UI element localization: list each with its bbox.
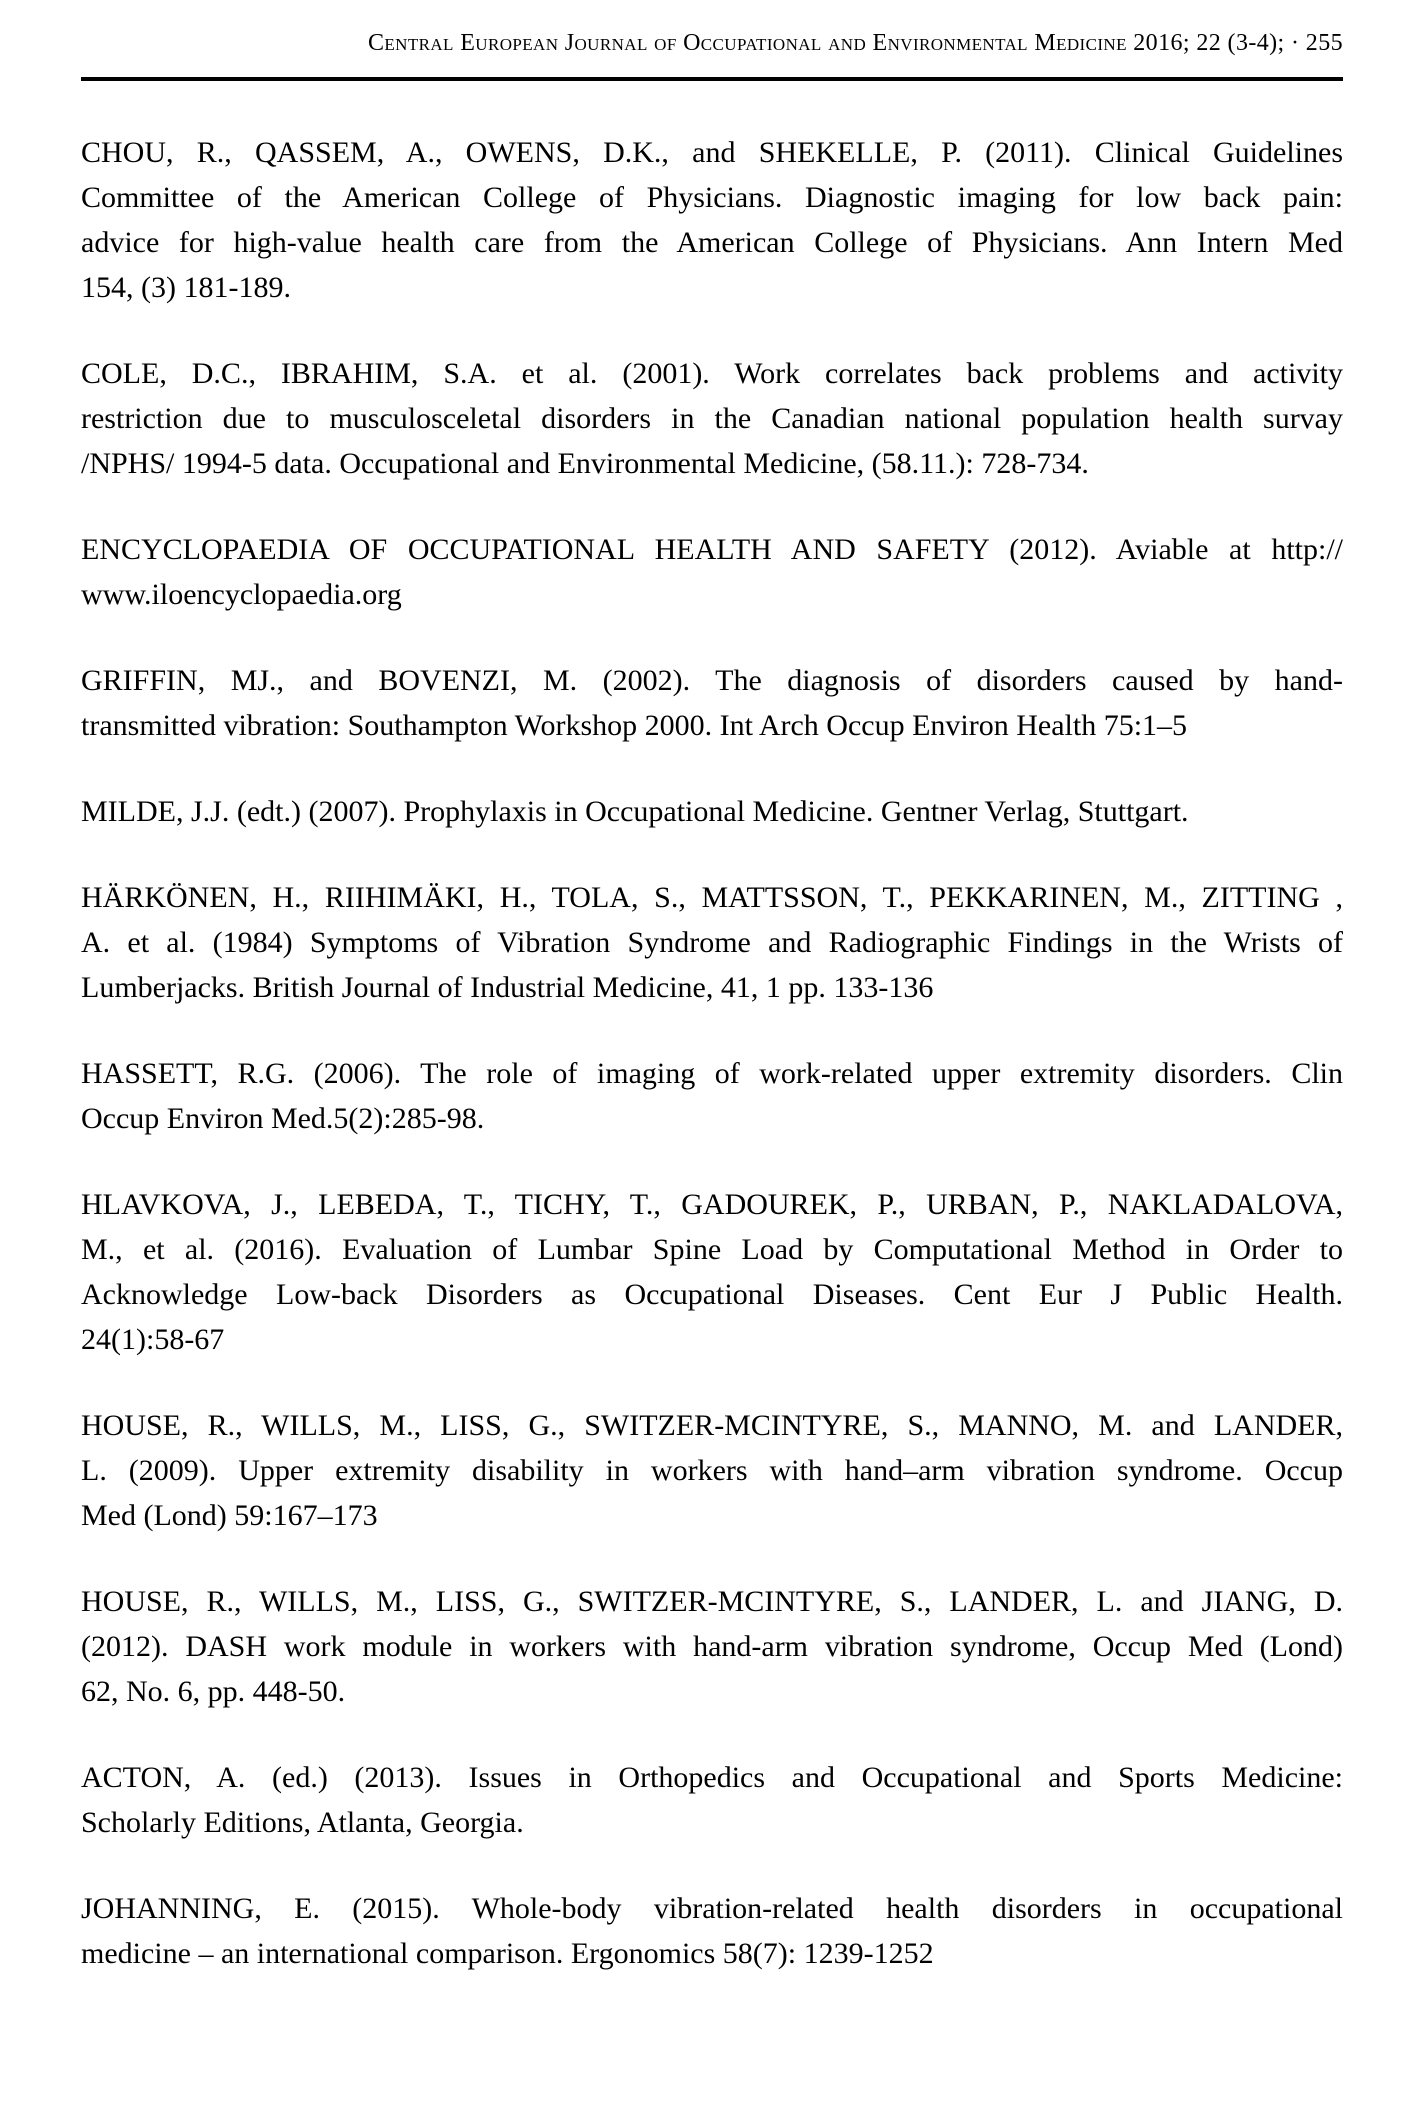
- reference-line: HÄRKÖNEN, H., RIIHIMÄKI, H., TOLA, S., MATTSSON, T., PEKKARINEN, M., ZITTING ,: [81, 881, 1343, 914]
- reference-entry: [81, 1051, 1343, 1141]
- reference-line: GRIFFIN, MJ., and BOVENZI, M. (2002). The diagnosis of disorders caused by hand-: [81, 664, 1343, 697]
- reference-line: 24(1):58-67: [81, 1323, 225, 1356]
- reference-line: 62, No. 6, pp. 448-50.: [81, 1675, 346, 1708]
- reference-line: Acknowledge Low-back Disorders as Occupational Diseases. Cent Eur J Public Health.: [81, 1278, 1343, 1311]
- reference-line: ACTON, A. (ed.) (2013). Issues in Orthopedics and Occupational and Sports Medicine:: [81, 1761, 1343, 1794]
- reference-entry: [81, 875, 1343, 1010]
- reference-line: restriction due to musculosceletal disorders in the Canadian national population health survay: [81, 402, 1343, 435]
- reference-entry: [81, 351, 1343, 486]
- reference-entry: [81, 527, 1343, 617]
- reference-entry: [81, 1182, 1343, 1362]
- reference-line: (2012). DASH work module in workers with hand-arm vibration syndrome, Occup Med (Lond): [81, 1630, 1343, 1663]
- reference-entry: [81, 1755, 1343, 1845]
- reference-line: ENCYCLOPAEDIA OF OCCUPATIONAL HEALTH AND SAFETY (2012). Aviable at http://: [81, 533, 1343, 566]
- reference-line: www.iloencyclopaedia.org: [81, 578, 402, 611]
- reference-entry: [81, 1403, 1343, 1538]
- reference-entry: [81, 1579, 1343, 1714]
- reference-line: HLAVKOVA, J., LEBEDA, T., TICHY, T., GADOUREK, P., URBAN, P., NAKLADALOVA,: [81, 1188, 1343, 1221]
- reference-line: JOHANNING, E. (2015). Whole-body vibration-related health disorders in occupational: [81, 1892, 1343, 1925]
- reference-entry: [81, 1886, 1343, 1976]
- reference-line: Occup Environ Med.5(2):285-98.: [81, 1102, 485, 1135]
- reference-line: L. (2009). Upper extremity disability in workers with hand–arm vibration syndrome. Occup: [81, 1454, 1343, 1487]
- references-list: [81, 130, 1343, 2017]
- running-head: Central European Journal of Occupational and Environmental Medicine 2016; 22 (3-4); · 255: [367, 30, 1343, 56]
- header-rule: [81, 77, 1343, 81]
- reference-line: transmitted vibration: Southampton Workshop 2000. Int Arch Occup Environ Health 75:1–5: [81, 709, 1188, 742]
- reference-line: Med (Lond) 59:167–173: [81, 1499, 378, 1532]
- reference-line: Committee of the American College of Physicians. Diagnostic imaging for low back pain:: [81, 181, 1343, 214]
- reference-line: advice for high-value health care from the American College of Physicians. Ann Intern Med: [81, 226, 1343, 259]
- reference-line: Lumberjacks. British Journal of Industrial Medicine, 41, 1 pp. 133-136: [81, 971, 934, 1004]
- reference-line: M., et al. (2016). Evaluation of Lumbar Spine Load by Computational Method in Order to: [81, 1233, 1343, 1266]
- reference-line: medicine – an international comparison. Ergonomics 58(7): 1239-1252: [81, 1937, 934, 1970]
- reference-entry: [81, 130, 1343, 310]
- reference-line: CHOU, R., QASSEM, A., OWENS, D.K., and SHEKELLE, P. (2011). Clinical Guidelines: [81, 136, 1343, 169]
- reference-line: A. et al. (1984) Symptoms of Vibration Syndrome and Radiographic Findings in the Wrists of: [81, 926, 1343, 959]
- reference-line: HOUSE, R., WILLS, M., LISS, G., SWITZER-MCINTYRE, S., LANDER, L. and JIANG, D.: [81, 1585, 1343, 1618]
- reference-line: HASSETT, R.G. (2006). The role of imaging of work-related upper extremity disorders. Clin: [81, 1057, 1343, 1090]
- reference-entry: [81, 658, 1343, 748]
- reference-entry: [81, 789, 1343, 834]
- reference-line: 154, (3) 181-189.: [81, 271, 291, 304]
- reference-line: COLE, D.C., IBRAHIM, S.A. et al. (2001). Work correlates back problems and activity: [81, 357, 1343, 390]
- reference-line: HOUSE, R., WILLS, M., LISS, G., SWITZER-MCINTYRE, S., MANNO, M. and LANDER,: [81, 1409, 1343, 1442]
- reference-line: /NPHS/ 1994-5 data. Occupational and Environmental Medicine, (58.11.): 728-734.: [81, 447, 1089, 480]
- reference-line: MILDE, J.J. (edt.) (2007). Prophylaxis in Occupational Medicine. Gentner Verlag, Stuttgart.: [81, 795, 1189, 828]
- reference-line: Scholarly Editions, Atlanta, Georgia.: [81, 1806, 524, 1839]
